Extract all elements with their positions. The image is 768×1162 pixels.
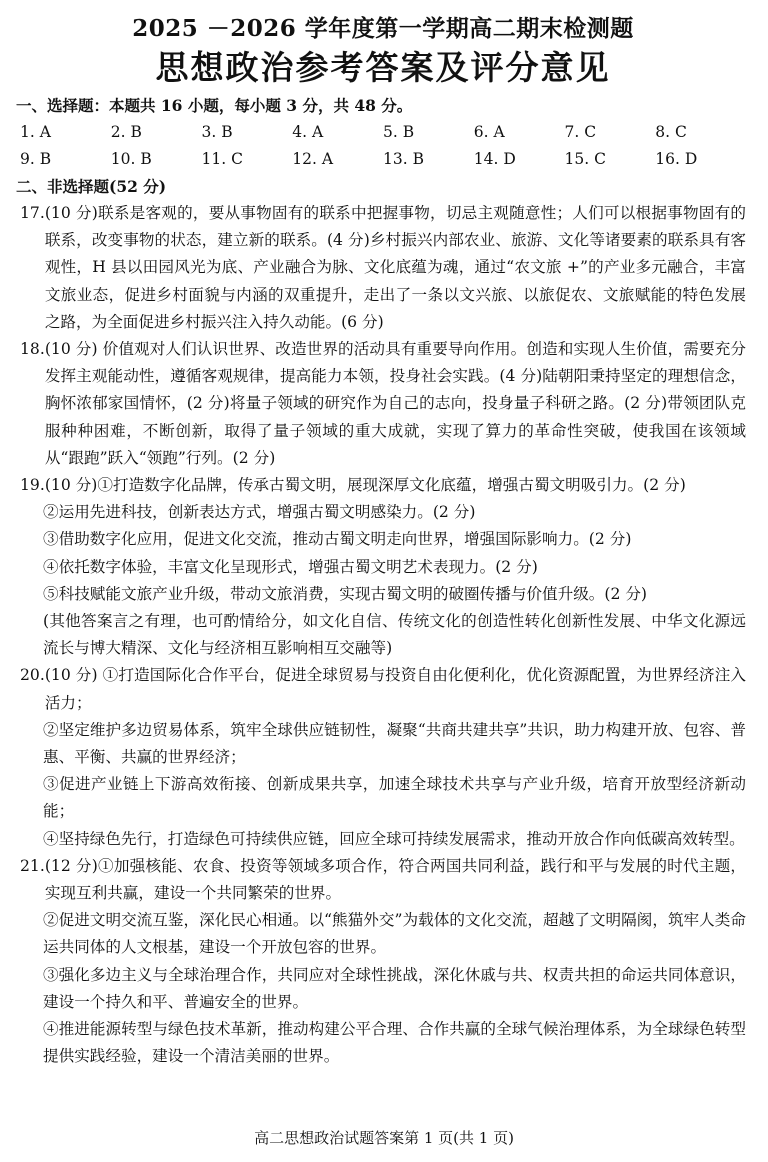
mc-answer: 5. B: [383, 123, 415, 141]
answer-point: ④推进能源转型与绿色技术革新，推动构建公平合理、合作共赢的全球气候治理体系，为全球绿色转型提供实践经验，建设一个清洁美丽的世界。: [43, 1020, 746, 1066]
mc-answer: 10. B: [110, 150, 152, 168]
answer-point: ⑤科技赋能文旅产业升级，带动文旅消费，实现古蜀文明的破圈传播与价值升级。(2 分): [43, 584, 648, 603]
question-number: 21.: [20, 856, 45, 875]
mc-answer-grid: [20, 119, 746, 173]
question-number: 18.: [20, 340, 45, 359]
question-number: 17.: [20, 204, 45, 222]
question-number: 19.: [20, 476, 45, 495]
question-18: [20, 336, 746, 472]
document-title-line1: 2025 －2026 学年度第一学期高二期末检测题: [132, 15, 634, 42]
answer-text: (10 分) 价值观对人们认识世界、改造世界的活动具有重要导向作用。创造和实现人生价值，需要充分发挥主观能动性，遵循客观规律，提高能力本领，投身社会实践。(4 分)陆朝阳秉持坚定的理想信念，胸怀浓郁家国情怀，(2 分)将量子领域的研究作为自己的志向，投身量子科研之路。(2 分)带领团队克服种种困难，不断创新，取得了量子领域的重大成就，实现了算力的革命性突破，使我国在该领域从“跟跑”跃入“领跑”行列。(2 分): [44, 340, 746, 467]
answer-point: ④坚持绿色先行，打造绿色可持续供应链，回应全球可持续发展需求，推动开放合作向低碳高效转型。: [43, 829, 745, 848]
mc-answer: 14. D: [473, 150, 516, 168]
mc-answer: 9. B: [20, 150, 52, 168]
mc-answer: 8. C: [655, 123, 687, 141]
section2-heading: 二、非选择题(52 分): [16, 177, 167, 196]
answer-point: ③强化多边主义与全球治理合作，共同应对全球性挑战，深化休戚与共、权责共担的命运共同体意识，建设一个持久和平、普遍安全的世界。: [43, 965, 746, 1011]
answer-point: ③借助数字化应用，促进文化交流，推动古蜀文明走向世界，增强国际影响力。(2 分): [43, 530, 632, 549]
answer-point: ②坚定维护多边贸易体系，筑牢全球供应链韧性，凝聚“共商共建共享”共识，助力构建开放、包容、普惠、平衡、共赢的世界经济；: [43, 720, 746, 767]
question-17: [20, 200, 746, 336]
mc-answer: 2. B: [110, 123, 142, 141]
answer-text: (10 分)联系是客观的，要从事物固有的联系中把握事物，切忌主观随意性；人们可以根据事物固有的联系，改变事物的状态，建立新的联系。(4 分)乡村振兴内部农业、旅游、文化等诸要素的联系具有客观性，H 县以田园风光为底、产业融合为脉、文化底蕴为魂，通过“农文旅 +”的产业多元融合，丰富文旅业态，促进乡村面貌与内涵的双重提升，走出了一条以文兴旅、以旅促农、文旅赋能的特色发展之路，为全面促进乡村振兴注入持久动能。(6 分): [44, 204, 746, 331]
mc-answer: 4. A: [292, 123, 324, 141]
mc-answer: 3. B: [201, 123, 233, 141]
answer-point: ②运用先进科技，创新表达方式，增强古蜀文明感染力。(2 分): [43, 503, 476, 522]
answer-text: (10 分)①打造数字化品牌，传承古蜀文明，展现深厚文化底蕴，增强古蜀文明吸引力。(2 分): [44, 476, 686, 495]
mc-answer: 15. C: [564, 150, 606, 168]
mc-answer: 11. C: [201, 150, 243, 168]
mc-answer: 13. B: [383, 150, 424, 168]
question-number: 20.: [20, 666, 45, 685]
mc-answer: 6. A: [473, 123, 505, 141]
question-20: [20, 662, 746, 716]
grading-note: (其他答案言之有理，也可酌情给分，如文化自信、传统文化的创造性转化创新性发展、中华文化源远流长与博大精深、文化与经济相互影响相互交融等): [43, 612, 746, 658]
answer-point: ②促进文明交流互鉴，深化民心相通。以“熊猫外交”为载体的文化交流，超越了文明隔阂，筑牢人类命运共同体的人文根基，建设一个开放包容的世界。: [43, 911, 746, 957]
mc-answer: 1. A: [20, 123, 51, 141]
page-footer: 高二思想政治试题答案第 1 页(共 1 页): [254, 1129, 514, 1147]
mc-answer: 12. A: [292, 150, 334, 168]
question-21: [20, 853, 746, 907]
answer-text: (10 分) ①打造国际化合作平台，促进全球贸易与投资自由化便利化，优化资源配置，为世界经济注入活力；: [44, 666, 746, 712]
answer-text: (12 分)①加强核能、农食、投资等领域多项合作，符合两国共同利益，践行和平与发展的时代主题，实现互利共赢，建设一个共同繁荣的世界。: [44, 856, 746, 903]
answer-point: ④依托数字体验，丰富文化呈现形式，增强古蜀文明艺术表现力。(2 分): [43, 557, 538, 576]
mc-answer: 16. D: [655, 150, 698, 168]
document-title-line2: 思想政治参考答案及评分意见: [155, 48, 611, 87]
question-19: [20, 472, 746, 499]
mc-answer: 7. C: [564, 123, 597, 141]
section1-heading: 一、选择题：本题共 16 小题，每小题 3 分，共 48 分。: [16, 96, 413, 115]
answer-point: ③促进产业链上下游高效衔接、创新成果共享，加速全球技术共享与产业升级，培育开放型经济新动能；: [43, 775, 746, 821]
